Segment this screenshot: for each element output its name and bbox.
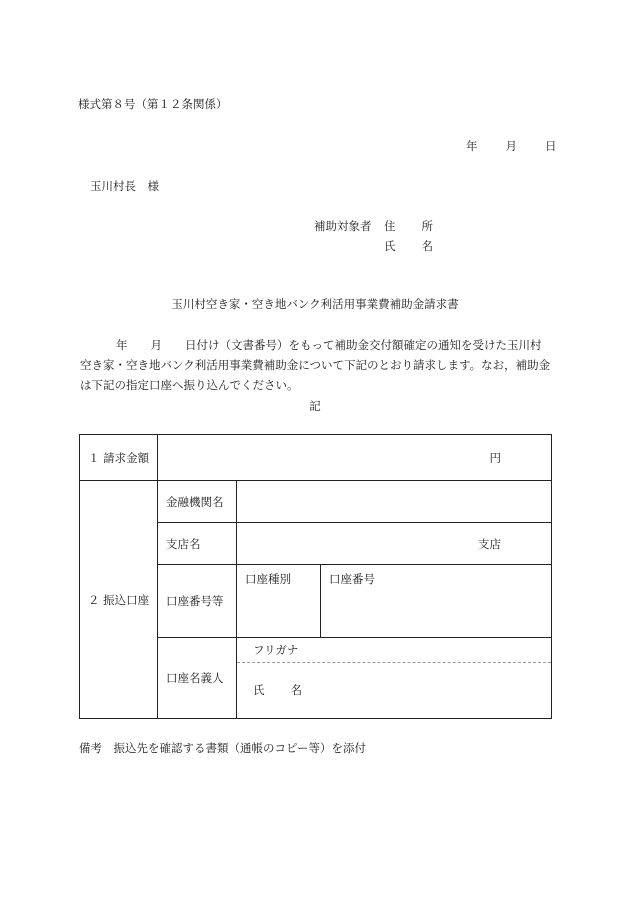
account-label: ２ 振込口座 bbox=[80, 481, 158, 719]
bank-row bbox=[80, 481, 552, 523]
document-title: 玉川村空き家・空き地バンク利活用事業費補助金請求書 bbox=[171, 297, 459, 311]
account-number-sublabel: 口座番号 bbox=[329, 572, 375, 586]
date-month: 月 bbox=[505, 139, 517, 153]
holder-field[interactable] bbox=[237, 638, 552, 719]
furigana-line bbox=[237, 638, 551, 663]
ki-marker: 記 bbox=[309, 399, 321, 413]
account-number-field[interactable] bbox=[321, 565, 552, 638]
addressee: 玉川村長 様 bbox=[90, 179, 159, 193]
body-paragraph: 年 月 日付け（文書番号）をもって補助金交付額確定の通知を受けた玉川村空き家・空き地バンク利活用事業費補助金について下記のとおり請求します。なお，補助金は下記の指定口座へ振り込んでください。 bbox=[80, 338, 551, 392]
amount-row bbox=[80, 435, 552, 481]
amount-field[interactable] bbox=[158, 435, 552, 481]
holder-name-line bbox=[237, 663, 551, 718]
furigana-label: フリガナ bbox=[253, 643, 299, 657]
date-day: 日 bbox=[545, 139, 557, 153]
form-number: 様式第８号（第１２条関係） bbox=[78, 97, 228, 111]
date-year: 年 bbox=[466, 139, 478, 153]
request-table bbox=[79, 434, 552, 719]
applicant-block bbox=[314, 218, 433, 258]
address-label-a: 住 bbox=[384, 219, 396, 233]
applicant-role: 補助対象者 bbox=[314, 219, 372, 233]
account-type-label: 口座種別 bbox=[245, 572, 291, 586]
date-line bbox=[466, 138, 557, 154]
name-label-b: 名 bbox=[421, 239, 433, 253]
branch-field[interactable] bbox=[237, 523, 552, 565]
bank-name-field[interactable] bbox=[237, 481, 552, 523]
amount-unit: 円 bbox=[489, 450, 502, 465]
branch-suffix: 支店 bbox=[478, 536, 502, 551]
name-label-a: 氏 bbox=[384, 239, 396, 253]
amount-label: １ 請求金額 bbox=[80, 435, 158, 481]
bank-name-label: 金融機関名 bbox=[158, 481, 237, 523]
holder-label: 口座名義人 bbox=[158, 638, 237, 719]
account-type-field[interactable] bbox=[237, 565, 321, 638]
remarks: 備考 振込先を確認する書類（通帳のコピー等）を添付 bbox=[79, 741, 367, 755]
holder-name-label-b: 名 bbox=[290, 683, 302, 697]
body-text bbox=[80, 335, 552, 395]
branch-label: 支店名 bbox=[158, 523, 237, 565]
holder-name-label-a: 氏 bbox=[253, 683, 265, 697]
account-number-label: 口座番号等 bbox=[158, 565, 237, 638]
address-label-b: 所 bbox=[421, 219, 433, 233]
